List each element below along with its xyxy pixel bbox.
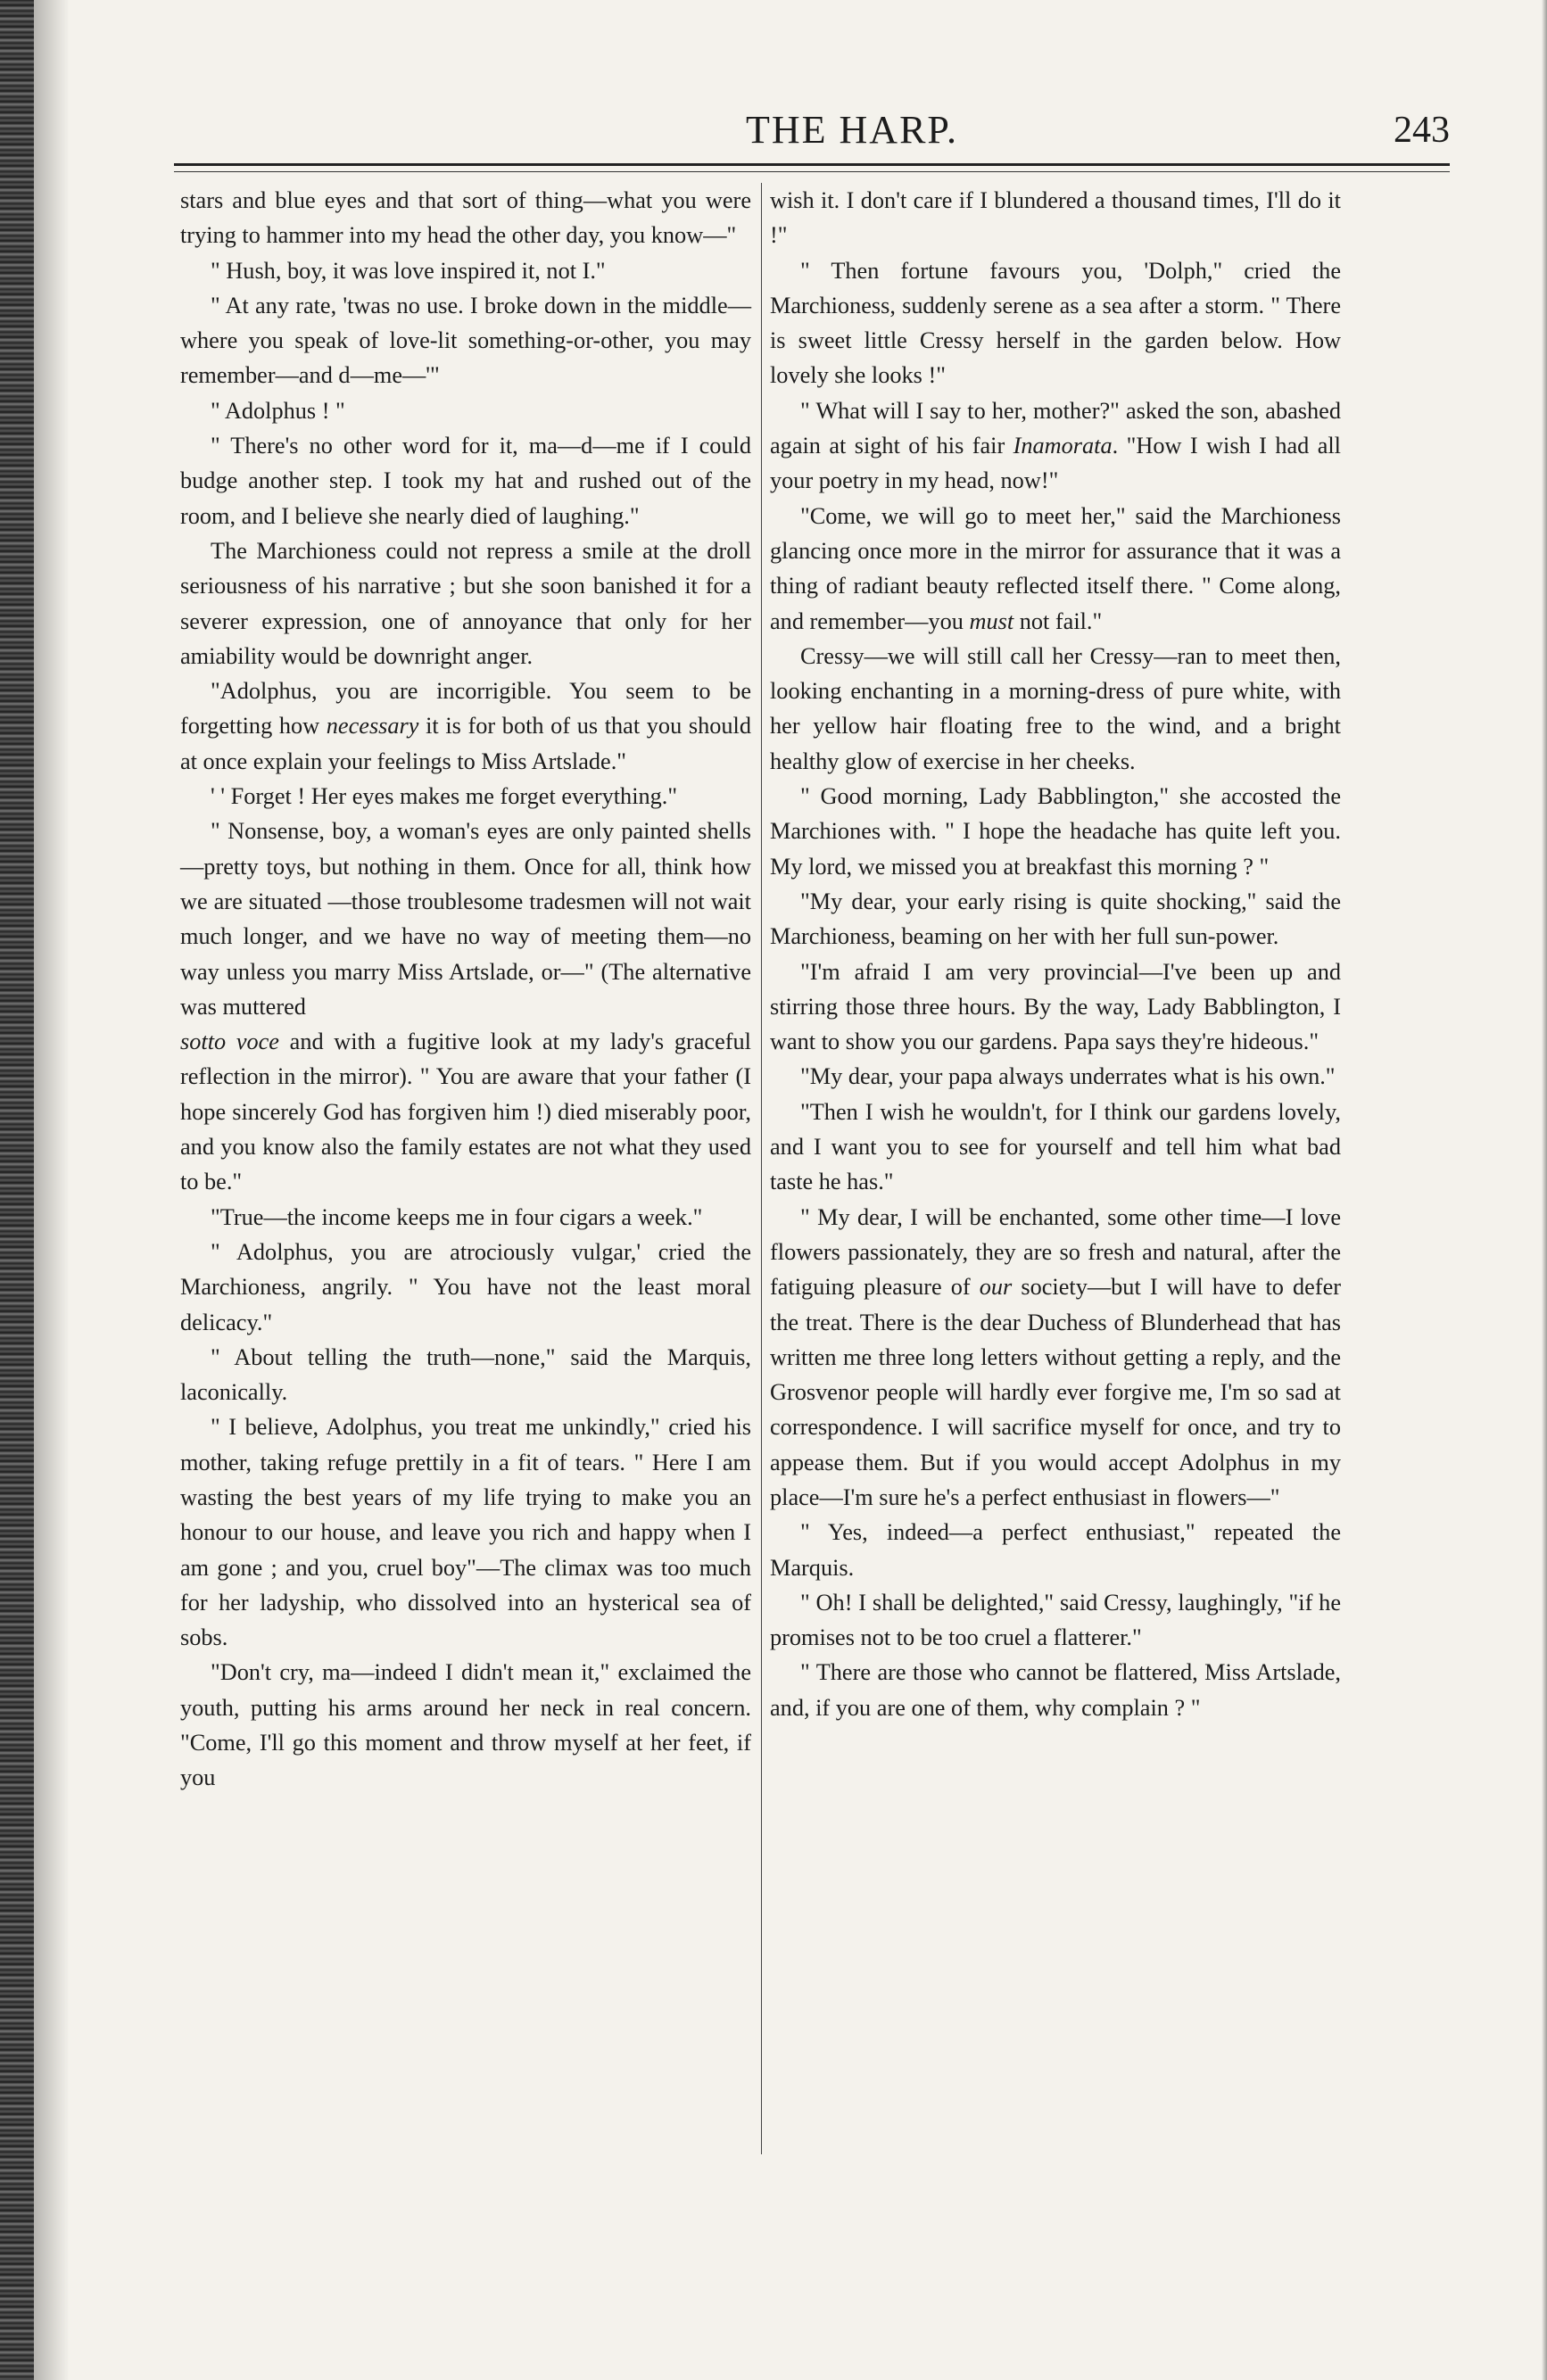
paragraph-text: society—but I will have to defer the treat. There is the dear Duchess of Blunderhead that has written me three long letters without getting a reply, and the Grosvenor people will hardly ever forgive me, I'm so sad at correspondence. I will sacrifice myself for once, and try to appease them. But if you would accept Adolphus in my place—I'm sure he's a perfect enthusiast in flowers—" xyxy=(770,1274,1341,1510)
paragraph-text: "My dear, your early rising is quite shocking," said the Marchioness, beaming on her with her full sun-power. xyxy=(770,888,1341,950)
paragraph xyxy=(180,814,751,1024)
paragraph-text: " About telling the truth—none," said the Marquis, laconically. xyxy=(180,1343,751,1406)
paragraph-text: and with a fugitive look at my lady's graceful reflection in the mirror). " You are aware that your father (I hope sincerely God has forgiven him !) died miserably poor, and you know also the family estates are not what they used to be." xyxy=(180,1029,751,1195)
paragraph xyxy=(770,1655,1341,1725)
italic-text: sotto voce xyxy=(180,1029,279,1055)
paragraph-text: " Then fortune favours you, 'Dolph," cried the Marchioness, suddenly serene as a sea after a storm. " There is sweet little Cressy herself in the garden below. How lovely she looks !" xyxy=(770,257,1341,389)
paragraph xyxy=(770,639,1341,779)
paragraph-text: " Good morning, Lady Babblington," she accosted the Marchiones with. " I hope the headache has quite left you. My lord, we missed you at breakfast this morning ? " xyxy=(770,783,1341,880)
book-spine-shadow xyxy=(0,0,34,2380)
paragraph xyxy=(180,1024,751,1199)
paragraph-text: The Marchioness could not repress a smile at the droll seriousness of his narrative ; but she soon banished it for a severer expression, one of annoyance that only for her amiability would be downright anger. xyxy=(180,537,751,669)
paragraph xyxy=(180,1409,751,1655)
italic-text: Inamorata xyxy=(1013,433,1113,459)
paragraph xyxy=(770,779,1341,884)
italic-text: must xyxy=(969,607,1014,634)
paragraph-text: " Nonsense, boy, a woman's eyes are only painted shells—pretty toys, but nothing in them. Once for all, think how we are situated —those troublesome tradesmen will not wait much longer, and we have no way of meeting them—no way unless you marry Miss Artslade, or—" (The alternative was muttered xyxy=(180,818,751,1020)
paragraph-text: " What will I say to her, mother?" asked the son, abashed again at sight of his fair xyxy=(770,397,1341,459)
paragraph-text: it is for both of us that you should at once explain your feelings to Miss Artslade." xyxy=(180,713,751,774)
paragraph xyxy=(180,1235,751,1340)
paragraph xyxy=(770,499,1341,639)
paragraph xyxy=(180,428,751,533)
paragraph-text: " There's no other word for it, ma—d—me if I could budge another step. I took my hat and rushed out of the room, and I believe she nearly died of laughing." xyxy=(180,433,751,529)
paragraph xyxy=(180,674,751,779)
paragraph xyxy=(770,1095,1341,1200)
paragraph xyxy=(180,393,751,428)
paragraph xyxy=(770,393,1341,499)
paragraph xyxy=(180,183,751,253)
paragraph-text: " Adolphus, you are atrociously vulgar,' cried the Marchioness, angrily. " You have not the least moral delicacy." xyxy=(180,1238,751,1335)
left-text-column xyxy=(180,183,751,1796)
header-rule-thin xyxy=(174,171,1450,172)
column-divider xyxy=(761,183,762,2154)
right-text-column xyxy=(770,183,1341,1725)
paragraph-text: not fail." xyxy=(1013,607,1103,634)
paragraph xyxy=(770,1059,1341,1094)
running-title: THE HARP. xyxy=(745,108,959,152)
paragraph-text: "Come, we will go to meet her," said the Marchioness glancing once more in the mirror for assurance that it was a thing of radiant beauty reflected itself there. " Come along, and remember—you xyxy=(770,502,1341,634)
running-header xyxy=(174,107,1450,161)
paragraph-text: "Then I wish he wouldn't, for I think our gardens lovely, and I want you to see for yourself and tell him what bad taste he has." xyxy=(770,1098,1341,1195)
paragraph-text: "I'm afraid I am very provincial—I've been up and stirring those three hours. By the way, Lady Babblington, I want to show you our gardens. Papa says they're hideous." xyxy=(770,958,1341,1055)
paragraph xyxy=(180,1340,751,1410)
paragraph-text: "True—the income keeps me in four cigars a week." xyxy=(211,1203,703,1230)
paragraph-text: Cressy—we will still call her Cressy—ran to meet then, looking enchanting in a morning-dress of pure white, with her yellow hair floating free to the wind, and a bright healthy glow of exercise in her cheeks. xyxy=(770,642,1341,774)
italic-text: necessary xyxy=(326,713,419,740)
paragraph-text: " At any rate, 'twas no use. I broke down in the middle—where you speak of love-lit something-or-other, you may remember—and d—me—'" xyxy=(180,292,751,389)
paragraph-text: . "How I wish I had all your poetry in my head, now!" xyxy=(770,433,1341,494)
paragraph-text: " I believe, Adolphus, you treat me unkindly," cried his mother, taking refuge prettily in a fit of tears. " Here I am wasting the best years of my life trying to make you an honour to our house, and leave you rich and happy when I am gone ; and you, cruel boy"—The climax was too much for her ladyship, who dissolved into an hysterical sea of sobs. xyxy=(180,1414,751,1651)
paragraph xyxy=(180,1200,751,1235)
paragraph-text: " My dear, I will be enchanted, some other time—I love flowers passionately, they are so fresh and natural, after the fatiguing pleasure of xyxy=(770,1203,1341,1301)
paragraph xyxy=(770,183,1341,253)
paragraph-text: stars and blue eyes and that sort of thing—what you were trying to hammer into my head the other day, you know—" xyxy=(180,187,751,249)
paragraph-text: " Hush, boy, it was love inspired it, not I." xyxy=(211,257,606,284)
paragraph xyxy=(770,954,1341,1060)
paragraph xyxy=(770,884,1341,954)
paragraph xyxy=(770,1200,1341,1516)
paragraph xyxy=(770,1585,1341,1656)
gutter-shadow xyxy=(34,0,70,2380)
header-rule-thick xyxy=(174,163,1450,166)
paragraph-text: " Yes, indeed—a perfect enthusiast," repeated the Marquis. xyxy=(770,1519,1341,1581)
page-number: 243 xyxy=(1394,110,1450,151)
paragraph xyxy=(180,253,751,288)
paragraph xyxy=(180,288,751,393)
paragraph-text: " Adolphus ! " xyxy=(211,397,345,424)
paragraph xyxy=(770,253,1341,393)
paragraph xyxy=(180,533,751,674)
paragraph xyxy=(770,1515,1341,1585)
paragraph-text: wish it. I don't care if I blundered a thousand times, I'll do it !" xyxy=(770,187,1341,249)
paragraph-text: "Adolphus, you are incorrigible. You seem to be forgetting how xyxy=(180,678,751,740)
paragraph-text: ' ' Forget ! Her eyes makes me forget everything." xyxy=(211,783,678,810)
paragraph-text: "Don't cry, ma—indeed I didn't mean it," exclaimed the youth, putting his arms around her neck in real concern. "Come, I'll go this moment and throw myself at her feet, if you xyxy=(180,1659,751,1791)
page-edge xyxy=(1542,0,1547,2380)
paragraph xyxy=(180,1655,751,1795)
italic-text: our xyxy=(979,1274,1013,1301)
paragraph xyxy=(180,779,751,814)
paragraph-text: " There are those who cannot be flattered, Miss Artslade, and, if you are one of them, why complain ? " xyxy=(770,1659,1341,1721)
paragraph-text: " Oh! I shall be delighted," said Cressy, laughingly, "if he promises not to be too cruel a flatterer." xyxy=(770,1589,1341,1651)
paragraph-text: "My dear, your papa always underrates what is his own." xyxy=(800,1063,1336,1090)
